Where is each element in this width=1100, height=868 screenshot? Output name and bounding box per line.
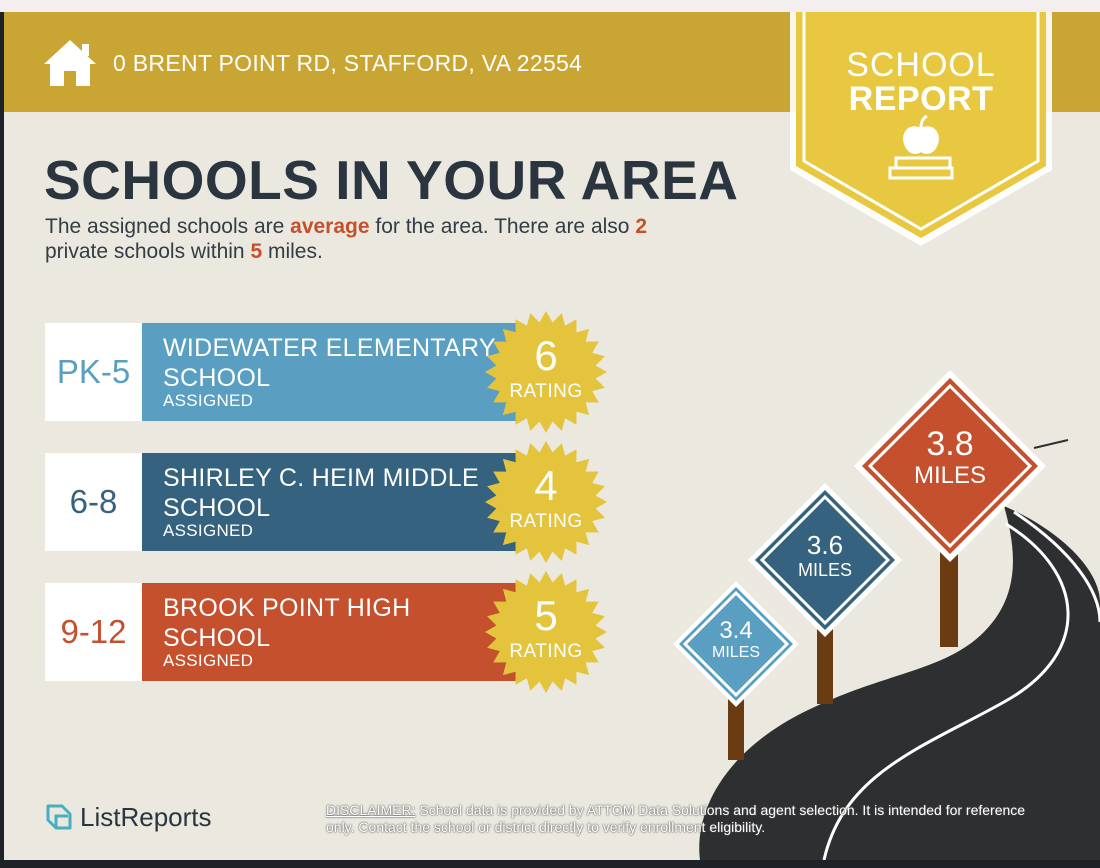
distance-sign-medium bbox=[775, 530, 875, 580]
disclaimer bbox=[326, 802, 1050, 836]
school-status: ASSIGNED bbox=[163, 651, 254, 670]
disclaimer-label: DISCLAIMER: bbox=[326, 802, 416, 818]
intro-part: for the area. There are also bbox=[369, 215, 636, 238]
school-status: ASSIGNED bbox=[163, 391, 254, 410]
distance-value: 3.4 bbox=[719, 617, 753, 644]
listreports-logo-icon bbox=[44, 802, 72, 832]
disclaimer-text: School data is provided by ATTOM Data Solutions and agent selection. It is intended for reference only. Contact the school or district directly to verify enrollment eligibility. bbox=[326, 802, 1026, 835]
grade-range: 9-12 bbox=[45, 583, 142, 681]
distance-value: 3.6 bbox=[806, 530, 844, 560]
intro-part: private schools within bbox=[45, 240, 251, 263]
intro-part: miles. bbox=[262, 240, 323, 263]
distance-unit: MILES bbox=[711, 644, 760, 661]
school-report-card bbox=[4, 12, 1100, 860]
school-name: WIDEWATER ELEMENTARY SCHOOL bbox=[163, 334, 496, 392]
rating-label: RATING bbox=[509, 381, 583, 402]
rating-value: 4 bbox=[534, 462, 558, 509]
distance-value: 3.8 bbox=[926, 425, 974, 463]
badge-line-2: REPORT bbox=[848, 80, 994, 118]
grade-range: PK-5 bbox=[45, 323, 142, 421]
intro-part: The assigned schools are bbox=[45, 215, 291, 238]
school-name: SHIRLEY C. HEIM MIDDLE SCHOOL bbox=[163, 464, 479, 522]
property-address: 0 BRENT POINT RD, STAFFORD, VA 22554 bbox=[113, 50, 583, 76]
grade-range: 6-8 bbox=[45, 453, 142, 551]
rating-value: 6 bbox=[534, 332, 558, 379]
school-name: BROOK POINT HIGH SCHOOL bbox=[163, 594, 411, 652]
rating-label: RATING bbox=[509, 511, 583, 532]
rating-label: RATING bbox=[509, 641, 583, 662]
quality-highlight: average bbox=[290, 215, 370, 238]
listreports-logo[interactable] bbox=[44, 800, 212, 834]
distance-unit: MILES bbox=[913, 462, 987, 489]
school-status: ASSIGNED bbox=[163, 521, 254, 540]
private-count-highlight: 2 bbox=[635, 215, 647, 238]
badge-line-1: SCHOOL bbox=[846, 46, 996, 84]
distance-unit: MILES bbox=[797, 560, 853, 580]
radius-highlight: 5 bbox=[250, 240, 263, 263]
rating-value: 5 bbox=[534, 592, 558, 639]
page-title: SCHOOLS IN YOUR AREA bbox=[44, 149, 739, 211]
distance-sign-large bbox=[890, 426, 1010, 490]
logo-text: ListReports bbox=[80, 801, 212, 832]
distance-sign-small bbox=[696, 618, 776, 662]
top-edge-strip bbox=[0, 0, 1100, 12]
